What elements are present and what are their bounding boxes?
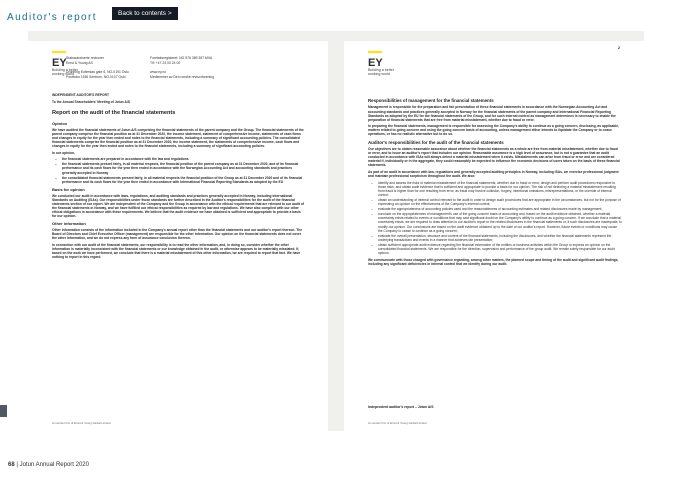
list-item: – evaluate the overall presentation, structure and content of the financial statements, including the disclosures, and whether the financial statements represent the underlying transactions and events in a manner that achieves fair presentation; [368,234,622,242]
side-tab-marker [0,405,7,417]
opinion-paragraph-1: We have audited the financial statements of Jotun A/S comprising the financial statements of the parent company and the Group. The financial statements of the parent company comprise the financial position as at 31 December 2020, the income statement, statement of comprehensive income, statements of cash flows and changes in equity for the year then ended and notes to the financial statements, including a summary of significant accounting policies. The consolidated financial statements comprise the financial position as at 31 December 2020, the income statement, the statements of comprehensive income, cash flows and changes in equity for the year then ended and notes to the financial statements, including a summary of significant accounting policies. [52,127,304,149]
list-item: – identify and assess the risks of material misstatement of the financial statements, whether due to fraud or error, design and perform audit procedures responsive to those risks, and obtain audit evidence that is sufficient and appropriate to provide a basis for our opinion. The risk of not detecting a material misstatement resulting from fraud is higher than for one resulting from error, as fraud may involve collusion, forgery, intentional omissions, misrepresentations, or the override of internal control; [368,181,622,197]
ey-logo-mark [52,51,66,55]
auditor-procedures-list [368,181,622,256]
basis-paragraph: We conducted our audit in accordance with laws, regulations, and auditing standards and practices generally accepted in Norway, including International Standards on Auditing (ISAs). Our responsibilities under those standards are further described in the Auditor's responsibilities for the audit of the financial statements section of our report. We are independent of the Company and the Group in accordance with the ethical requirements that are relevant to our audit of the financial statements in Norway, and we have fulfilled our ethical responsibilities as required by law and regulations. We have also complied with our other ethical obligations in accordance with these requirements. We believe that the audit evidence we have obtained is sufficient and appropriate to provide a basis for our opinion. [52,193,305,219]
report-body-left [52,93,306,262]
addressee: To the Annual Shareholders' Meeting of Jotun A/S [52,100,130,105]
ey-logo-text: EY [52,57,67,69]
management-paragraph-1: Management is responsible for the preparation and fair presentation of these financial statements in accordance with the Norwegian Accounting Act and accounting standards and practices generally accepted in Norway for the financial statements of the parent company and International Financial Reporting Standards as adopted by the EU for the financial statements of the Group, and for such internal control as management determines is necessary to enable the preparation of financial statements that are free from material misstatement, whether due to fraud or error. [368,105,616,122]
back-to-contents-button[interactable]: Back to contents > [112,7,178,20]
list-item: – the consolidated financial statements present fairly, in all material respects the financial position of the Group as at 31 December 2020 and of its financial performance and its cash flows for the year then ended in accordance with International Financial Reporting Standards as adopted by the EU [52,176,306,184]
list-item: – obtain sufficient appropriate audit evidence regarding the financial information of the entities or business activities within the Group to express an opinion on the consolidated financial statements. We are responsible for the direction, supervision and performance of the group audit. We remain solely responsible for our audit opinion. [368,243,622,255]
opinion-paragraph-2: In our opinion, [52,150,75,155]
footer-divider: | [16,462,20,468]
footer-publication: Jotun Annual Report 2020 [19,462,89,468]
report-heading: Report on the audit of the financial statements [52,110,176,117]
auditor-paragraph-2: As part of an audit in accordance with law, regulations and generally accepted auditing principles in Norway, including ISAs, we exercise professional judgment and maintain professional scepticism throughout the audit. We also: [368,169,619,179]
opinion-list [52,157,306,184]
list-item: – obtain an understanding of internal control relevant to the audit in order to design audit procedures that are appropriate in the circumstances, but not for the purpose of expressing an opinion on the effectiveness of the Company's internal control; [368,198,622,206]
ey-tagline: Building a better working world [368,68,394,77]
list-item: – evaluate the appropriateness of accounting policies used and the reasonableness of accounting estimates and related disclosures made by management; [368,207,622,211]
ey-logo-text: EY [368,57,383,69]
auditor-responsibilities-heading: Auditor's responsibilities for the audit of the financial statements [368,139,504,145]
section-title: Auditor's report [7,12,97,23]
report-body-right [368,95,622,269]
page-footnote: A member firm of Ernst & Young Global Limited [368,421,427,425]
list-item: – the financial statements are prepared in accordance with the law and regulations [52,157,306,161]
management-responsibilities-heading: Responsibilities of management for the financial statements [368,98,494,103]
report-page-2 [344,41,644,431]
report-label: INDEPENDENT AUDITOR'S REPORT [52,93,110,97]
other-information-heading: Other information [52,220,86,226]
page-footnote: A member firm of Ernst & Young Global Limited [52,421,111,425]
page-footer [8,462,89,468]
other-information-paragraph-1: Other information consists of the information included in the Company's annual report other than the financial statements and our auditor's report thereon. The Board of Directors and Chief Executive Officer (management) are responsible for the other information. Our opinion on the financial statements does not cover the other information, and we do not express any form of assurance conclusion thereon. [52,227,303,241]
management-paragraph-2: In preparing the financial statements, management is responsible for assessing the Company's ability to continue as a going concern, disclosing, as applicable, matters related to going concern and using the going concern basis of accounting, unless management either intends to liquidate the Company or to cease operations, or has no realistic alternative but to do so. [368,124,620,137]
report-signature-line: Independent auditor's report – Jotun A/S [368,405,434,409]
ey-address-2: Foretaksregisteret: NO 976 389 387 MVA Tlf: +47 24 00 24 00 www.ey.no Medlemmer av Den norske revisorforening [150,56,215,80]
list-item: – the financial statements present fairly, in all material respects, the financial position of the parent company as at 31 December 2020, and of its financial performance and its cash flows for the year then ended in accordance with the Norwegian Accounting Act and accounting standards and practices generally accepted in Norway [52,162,306,174]
ey-logo-mark [368,51,382,55]
opinion-heading: Opinion [52,120,68,126]
report-page-1 [28,41,328,431]
list-item: – conclude on the appropriateness of management's use of the going concern basis of accounting and, based on the audit evidence obtained, whether a material uncertainty exists related to events or conditions that may cast significant doubt on the Company's ability to continue as a going concern. If we conclude that a material uncertainty exists, we are required to draw attention in our auditor's report to the related disclosures in the financial statements or, if such disclosures are inadequate, to modify our opinion. Our conclusions are based on the audit evidence obtained up to the date of our auditor's report. However, future events or conditions may cause the Company to cease to continue as a going concern; [368,212,622,232]
auditor-paragraph-3: We communicate with those charged with governance regarding, among other matters, the planned scope and timing of the audit and significant audit findings, including any significant deficiencies in internal control that we identify during our audit. [368,258,619,267]
footer-page-number: 68 [8,462,15,468]
page-number: 2 [617,45,620,50]
ey-tagline: Building a better working world [52,68,78,77]
ey-address-1: Statsautoriserte revisorer Ernst & Young AS Dronning Eufemias gate 6, NO-0191 Oslo Postboks 1156 Sentrum, NO-0107 Oslo [66,56,129,80]
document-spread [28,31,644,431]
basis-heading: Basis for opinion [52,186,85,192]
auditor-paragraph-1: Our objectives are to obtain reasonable assurance about whether the financial statements as a whole are free from material misstatement, whether due to fraud or error, and to issue an auditor's report that includes our opinion. Reasonable assurance is a high level of assurance, but is not a guarantee that an audit conducted in accordance with ISAs will always detect a material misstatement when it exists. Misstatements can arise from fraud or error and are considered material if, individually or in the aggregate, they could reasonably be expected to influence the economic decisions of users taken on the basis of these financial statements. [368,146,620,168]
other-information-paragraph-2: In connection with our audit of the financial statements, our responsibility is to read the other information, and, in doing so, consider whether the other information is materially inconsistent with the financial statements or our knowledge obtained in the audit, or otherwise appears to be materially misstated. If, based on the work we have performed, we conclude that there is a material misstatement of this other information, we are required to report that fact. We have nothing to report in this regard. [52,242,301,259]
